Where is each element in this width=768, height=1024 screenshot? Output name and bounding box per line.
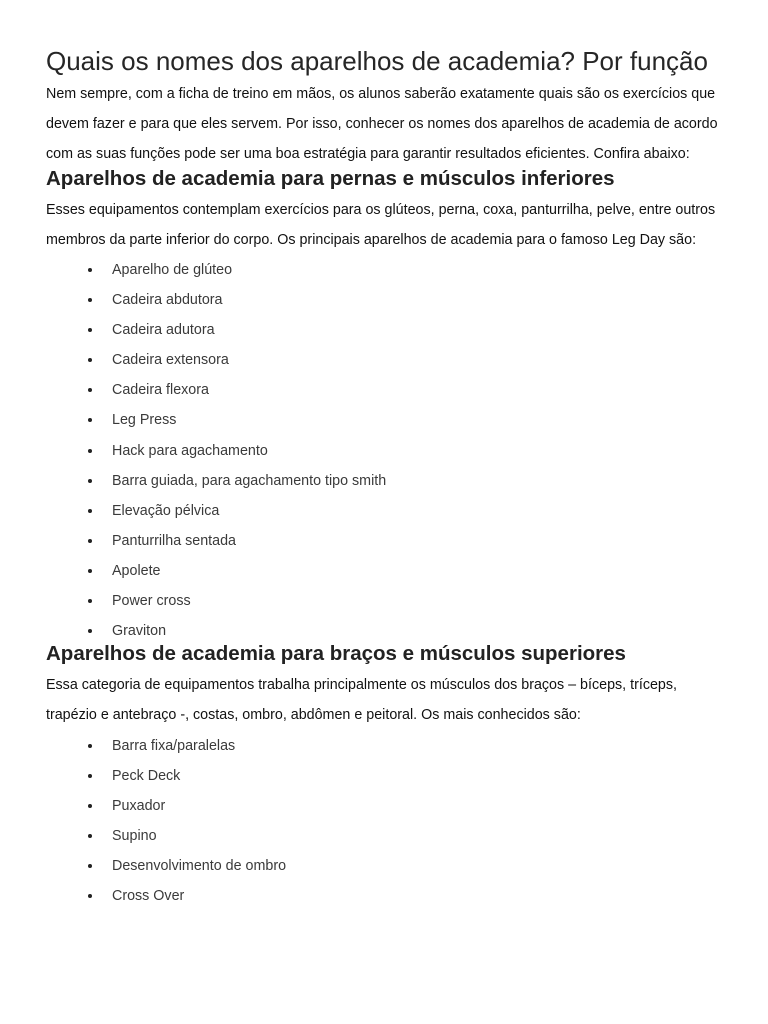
list-item (86, 851, 722, 881)
list-item (86, 285, 722, 315)
bullet-icon (88, 744, 92, 748)
bullet-icon (88, 774, 92, 778)
list-item-label: Cadeira adutora (112, 322, 215, 339)
list-item-label: Cadeira flexora (112, 382, 209, 399)
bullet-icon (88, 418, 92, 422)
list-item-label: Puxador (112, 797, 166, 814)
list-item-label: Panturrilha sentada (112, 532, 236, 549)
bullet-icon (88, 894, 92, 898)
section-heading-lower-body: Aparelhos de academia para pernas e músculos inferiores (46, 166, 615, 190)
list-item-label: Leg Press (112, 412, 177, 429)
list-item (86, 731, 722, 761)
page-title: Quais os nomes dos aparelhos de academia? Por função (46, 46, 708, 76)
list-item (86, 375, 722, 405)
list-item (86, 436, 722, 466)
list-item (86, 586, 722, 616)
list-item (86, 791, 722, 821)
list-item-label: Desenvolvimento de ombro (112, 858, 287, 875)
list-item (86, 255, 722, 285)
bullet-icon (88, 569, 92, 573)
section-paragraph-lower-body: Esses equipamentos contemplam exercícios para os glúteos, perna, coxa, panturrilha, pelve, entre outros membros da parte inferior do corpo. Os principais aparelhos de academia para o famoso Leg Day são: (46, 201, 716, 248)
list-item (86, 466, 722, 496)
list-item (86, 526, 722, 556)
list-item-label: Cadeira extensora (112, 352, 229, 369)
bullet-icon (88, 358, 92, 362)
equipment-list-lower-body (46, 255, 722, 646)
section-paragraph-upper-body: Essa categoria de equipamentos trabalha principalmente os músculos dos braços – bíceps, tríceps, trapézio e antebraço -, costas, ombro, abdômen e peitoral. Os mais conhecidos são: (46, 677, 677, 724)
list-item (86, 345, 722, 375)
section-heading-upper-body: Aparelhos de academia para braços e músculos superiores (46, 642, 626, 666)
list-item-label: Graviton (112, 623, 167, 640)
list-item-label: Barra guiada, para agachamento tipo smith (112, 472, 387, 489)
equipment-list-upper-body (46, 731, 722, 912)
bullet-icon (88, 539, 92, 543)
list-item-label: Apolete (112, 562, 161, 579)
list-item (86, 881, 722, 911)
bullet-icon (88, 804, 92, 808)
list-item (86, 761, 722, 791)
list-item-label: Hack para agachamento (112, 442, 268, 459)
list-item-label: Barra fixa/paralelas (112, 737, 236, 754)
list-item-label: Cross Over (112, 888, 185, 905)
bullet-icon (88, 388, 92, 392)
list-item-label: Power cross (112, 593, 191, 610)
list-item (86, 556, 722, 586)
bullet-icon (88, 479, 92, 483)
bullet-icon (88, 328, 92, 332)
bullet-icon (88, 298, 92, 302)
bullet-icon (88, 268, 92, 272)
bullet-icon (88, 864, 92, 868)
list-item (86, 616, 722, 646)
bullet-icon (88, 599, 92, 603)
list-item-label: Cadeira abdutora (112, 292, 223, 309)
list-item (86, 315, 722, 345)
list-item-label: Aparelho de glúteo (112, 262, 233, 279)
list-item-label: Peck Deck (112, 767, 181, 784)
bullet-icon (88, 834, 92, 838)
bullet-icon (88, 629, 92, 633)
list-item (86, 821, 722, 851)
list-item-label: Supino (112, 827, 157, 844)
list-item-label: Elevação pélvica (112, 502, 220, 519)
list-item (86, 496, 722, 526)
intro-paragraph: Nem sempre, com a ficha de treino em mãos, os alunos saberão exatamente quais são os exercícios que devem fazer e para que eles servem. Por isso, conhecer os nomes dos aparelhos de academia de acordo com as suas funções pode ser uma boa estratégia para garantir resultados eficientes. Confira abaixo: (46, 86, 718, 163)
list-item (86, 405, 722, 435)
bullet-icon (88, 509, 92, 513)
bullet-icon (88, 449, 92, 453)
